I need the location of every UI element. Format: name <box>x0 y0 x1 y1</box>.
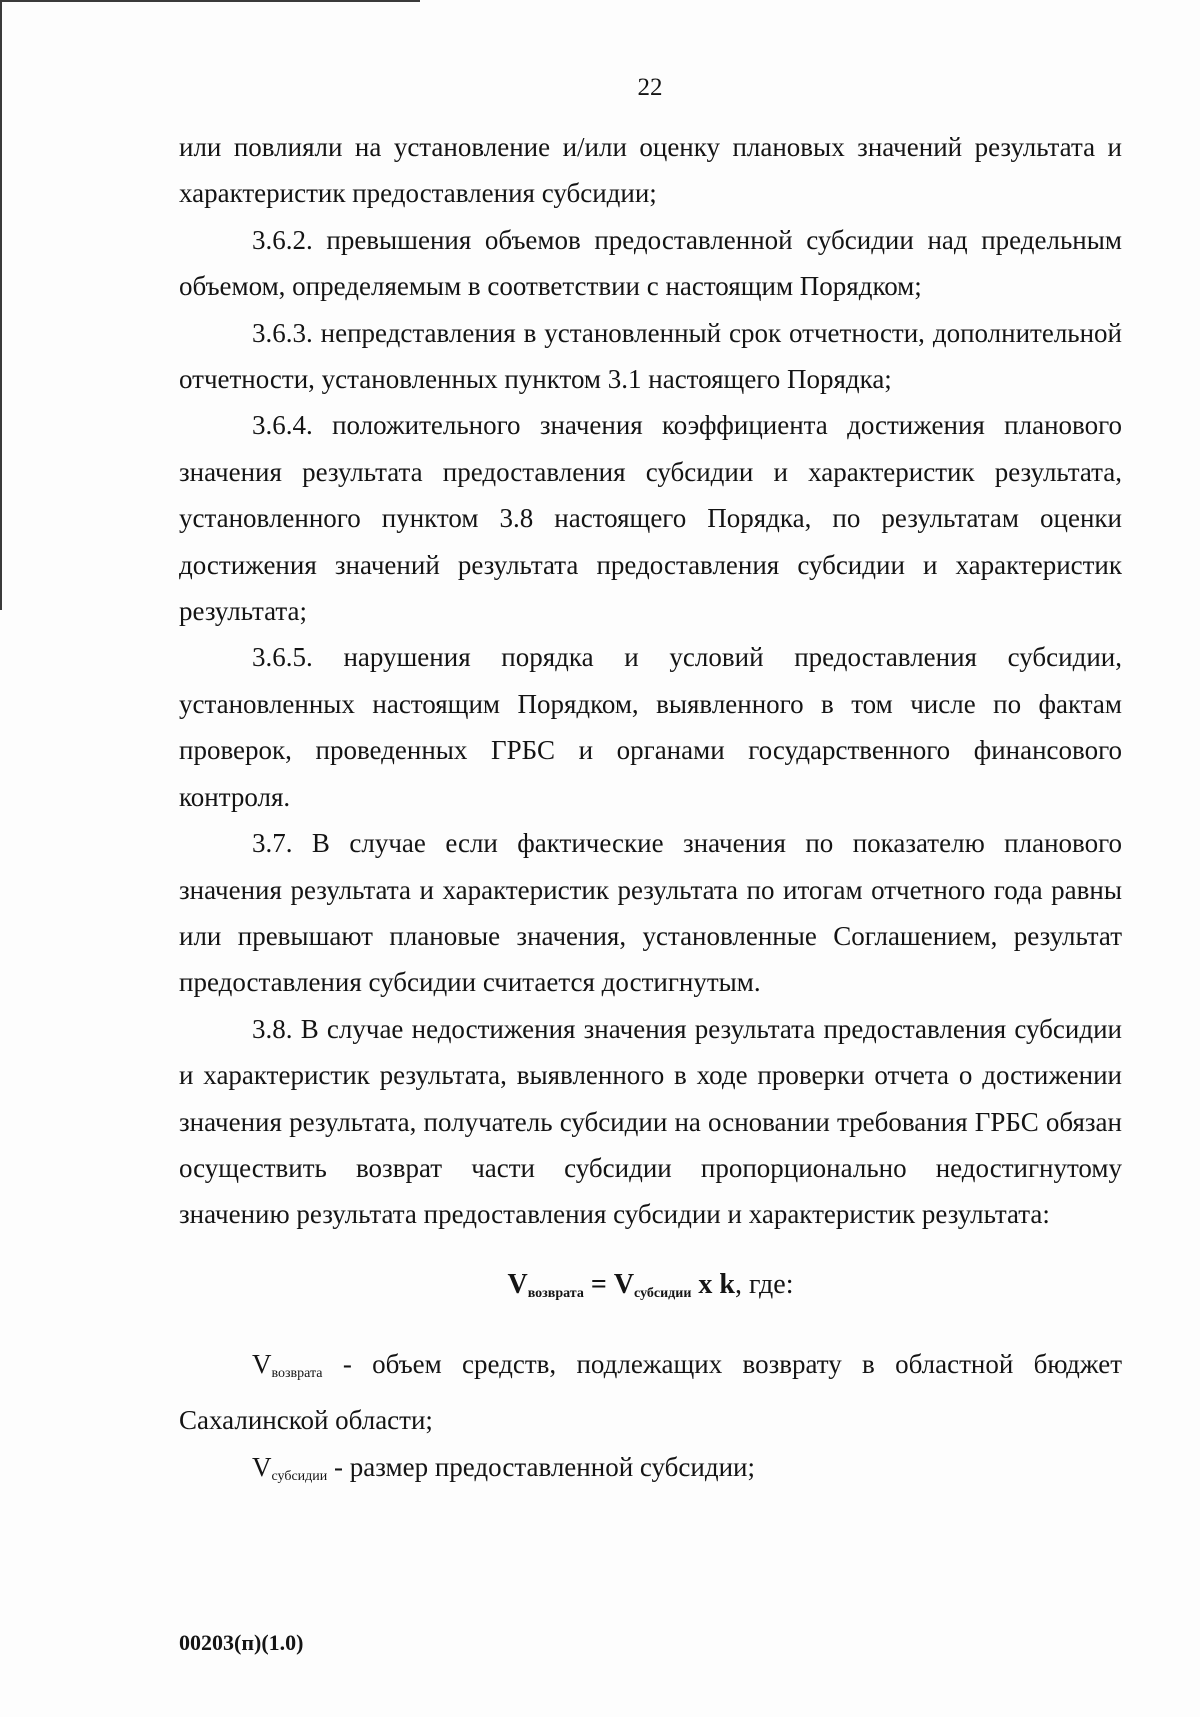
formula-times: x <box>691 1268 720 1300</box>
paragraph-3-6-5: 3.6.5. нарушения порядка и условий предоставления субсидии, установленных настоящим Порядком, выявленного в том числе по фактам проверок, проведенных ГРБС и органами государственного финансового контроля. <box>179 642 1122 812</box>
document-body <box>179 124 1122 1500</box>
paragraph-3-6-2: 3.6.2. превышения объемов предоставленной субсидии над предельным объемом, определяемым в соответствии с настоящим Порядком; <box>179 224 1122 302</box>
formula-v-subsidy: V <box>613 1268 635 1300</box>
definition-text: - размер предоставленной субсидии; <box>327 1451 755 1482</box>
formula-sub-subsidy: субсидии <box>634 1285 692 1301</box>
definition-text: - объем средств, подлежащих возврату в областной бюджет Сахалинской области; <box>179 1348 1122 1436</box>
paragraph-3-6-4: 3.6.4. положительного значения коэффициента достижения планового значения результата предоставления субсидии и характеристик результата, установленного пунктом 3.8 настоящего Порядка, по результатам оценки достижения значений результата предоставления субсидии и характеристик результата; <box>179 410 1122 627</box>
formula-sub-return: возврата <box>527 1285 584 1301</box>
formula-v-return: V <box>507 1268 528 1300</box>
formula-tail: , где: <box>734 1268 794 1300</box>
paragraph-3-7: 3.7. В случае если фактические значения по показателю планового значения результата и характеристик результата по итогам отчетного года равны или превышают плановые значения, установленные Соглашением, результат предоставления субсидии считается достигнутым. <box>179 828 1122 998</box>
definition-v-return <box>179 1341 1122 1444</box>
paragraph-3-8: 3.8. В случае недостижения значения результата предоставления субсидии и характеристик результата, выявленного в ходе проверки отчета о достижении значения результата, получатель субсидии на основании требования ГРБС обязан осуществить возврат части субсидии пропорционально недостигнутому значению результата предоставления субсидии и характеристик результата: <box>179 1013 1122 1230</box>
formula-equals: = <box>583 1268 614 1300</box>
definition-sub: возврата <box>271 1365 323 1381</box>
paragraph-continuation: или повлияли на установление и/или оценку плановых значений результата и характеристик предоставления субсидии; <box>179 132 1122 209</box>
paragraph-3-6-3: 3.6.3. непредставления в установленный срок отчетности, дополнительной отчетности, установленных пунктом 3.1 настоящего Порядка; <box>179 317 1122 395</box>
definition-v-subsidy <box>179 1444 1122 1500</box>
formula <box>179 1262 1122 1317</box>
scan-top-edge <box>0 0 420 2</box>
formula-k: k <box>719 1268 735 1300</box>
document-code: 00203(п)(1.0) <box>179 1630 304 1655</box>
definition-symbol: V <box>252 1451 272 1482</box>
definition-symbol: V <box>252 1348 272 1379</box>
page-number: 22 <box>637 74 663 101</box>
definition-sub: субсидии <box>271 1468 328 1484</box>
